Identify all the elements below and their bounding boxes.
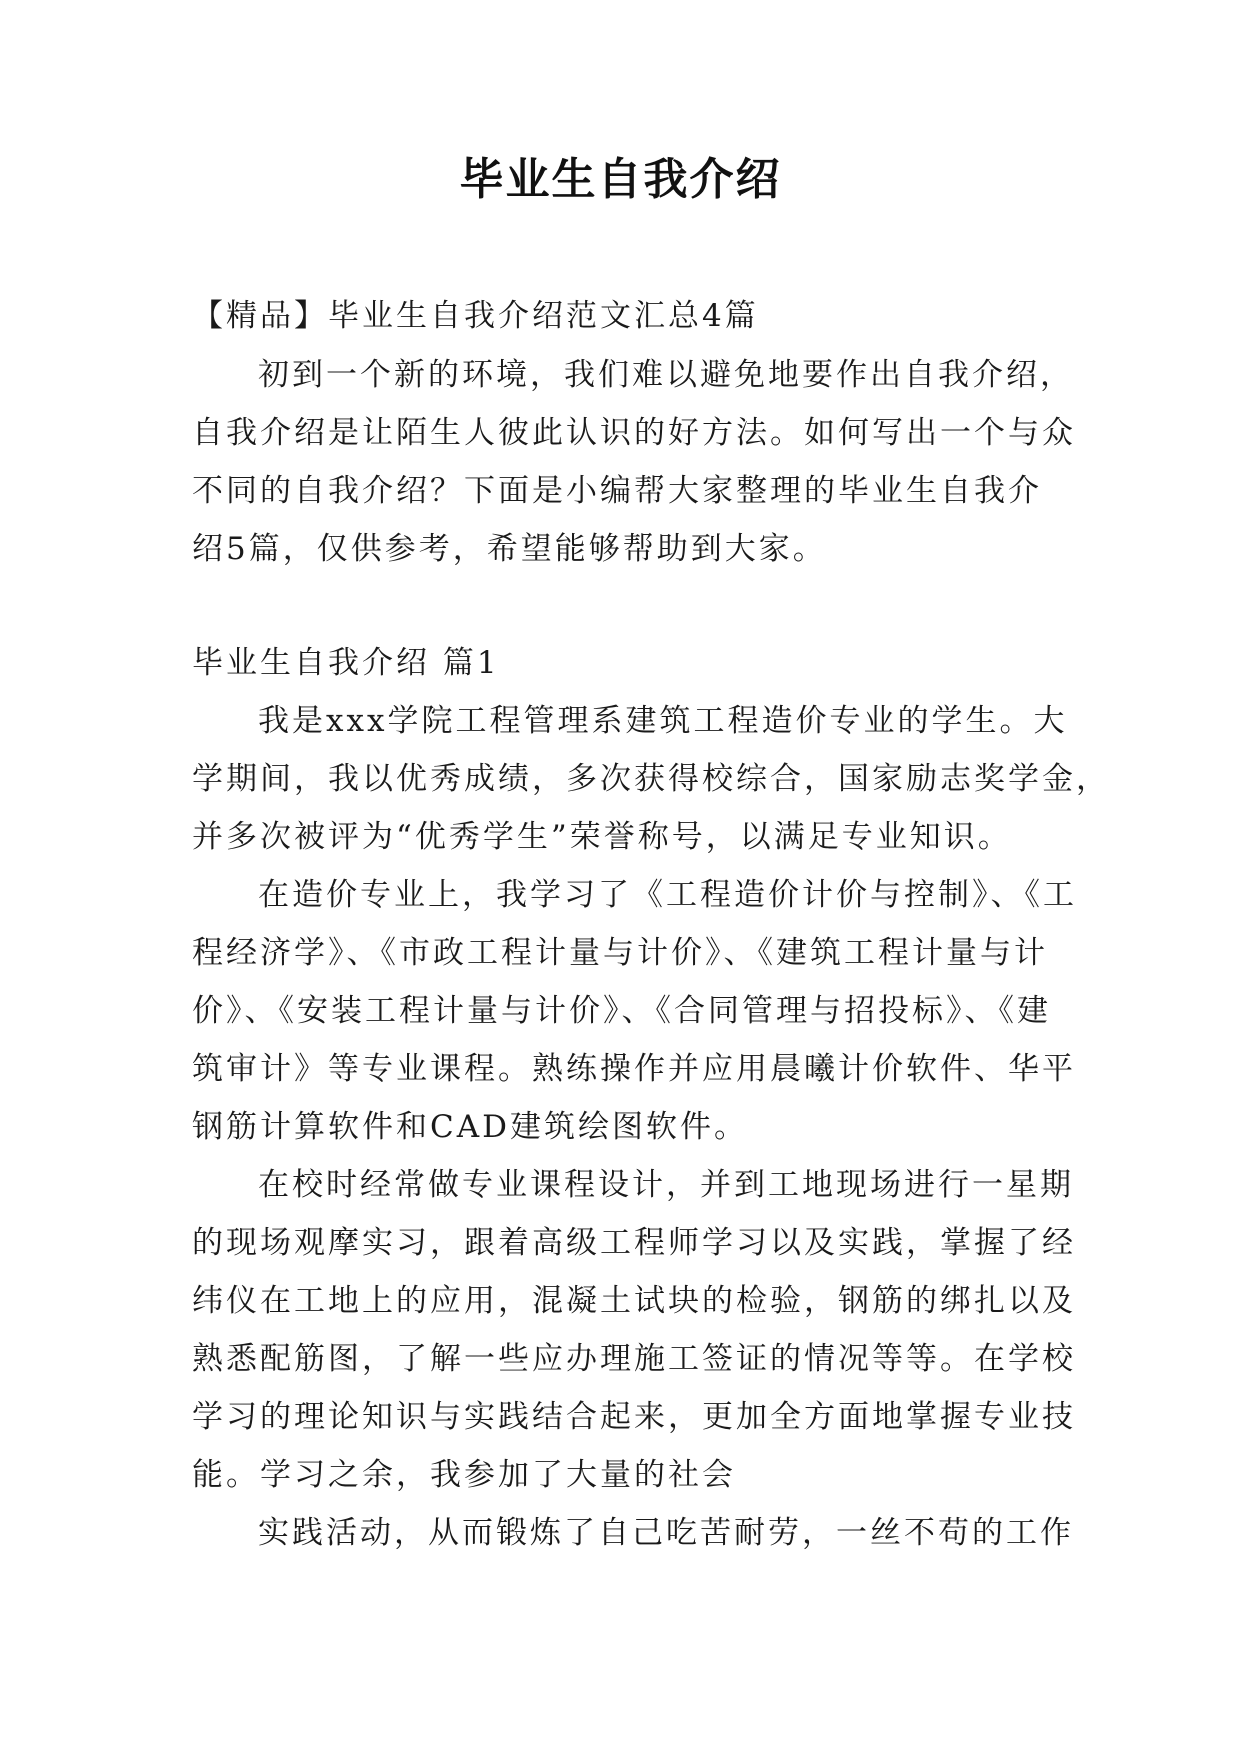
subtitle-line: 【精品】毕业生自我介绍范文汇总4篇: [192, 298, 759, 334]
body-line: 在校时经常做专业课程设计，并到工地现场进行一星期: [258, 1167, 1074, 1203]
body-line: 筑审计》等专业课程。熟练操作并应用晨曦计价软件、华平: [192, 1051, 1076, 1087]
intro-line: 自我介绍是让陌生人彼此认识的好方法。如何写出一个与众: [192, 415, 1076, 451]
body-line: 学期间，我以优秀成绩，多次获得校综合，国家励志奖学金，: [192, 761, 1110, 797]
body-line: 钢筋计算软件和CAD建筑绘图软件。: [192, 1109, 748, 1145]
intro-line: 绍5篇，仅供参考，希望能够帮助到大家。: [192, 531, 827, 567]
body-line: 并多次被评为“优秀学生”荣誉称号，以满足专业知识。: [192, 819, 1012, 855]
document-subtitle: [192, 287, 1052, 345]
intro-line: 不同的自我介绍？下面是小编帮大家整理的毕业生自我介: [192, 473, 1042, 509]
body-line: 的现场观摩实习，跟着高级工程师学习以及实践，掌握了经: [192, 1225, 1076, 1261]
body-line: 实践活动，从而锻炼了自己吃苦耐劳，一丝不苟的工作: [258, 1515, 1074, 1551]
body-line: 在造价专业上，我学习了《工程造价计价与控制》、《工: [258, 877, 1077, 913]
document-title: 毕业生自我介绍: [459, 154, 782, 205]
intro-line: 初到一个新的环境，我们难以避免地要作出自我介绍，: [258, 357, 1074, 393]
body-line: 学习的理论知识与实践结合起来，更加全方面地掌握专业技: [192, 1399, 1076, 1435]
body-line: 纬仪在工地上的应用，混凝土试块的检验，钢筋的绑扎以及: [192, 1283, 1076, 1319]
intro-paragraph: [192, 346, 1076, 578]
body-line: 熟悉配筋图，了解一些应办理施工签证的情况等等。在学校: [192, 1341, 1076, 1377]
section-heading: [192, 634, 1052, 692]
body-line: 价》、《安装工程计量与计价》、《合同管理与招投标》、《建: [192, 993, 1051, 1029]
section-heading-text: 毕业生自我介绍 篇1: [192, 645, 500, 681]
body-line: 程经济学》、《市政工程计量与计价》、《建筑工程计量与计: [192, 935, 1048, 971]
section-body: [192, 692, 1110, 1562]
body-line: 能。学习之余，我参加了大量的社会: [192, 1457, 736, 1493]
body-line: 我是xxx学院工程管理系建筑工程造价专业的学生。大: [258, 703, 1068, 739]
